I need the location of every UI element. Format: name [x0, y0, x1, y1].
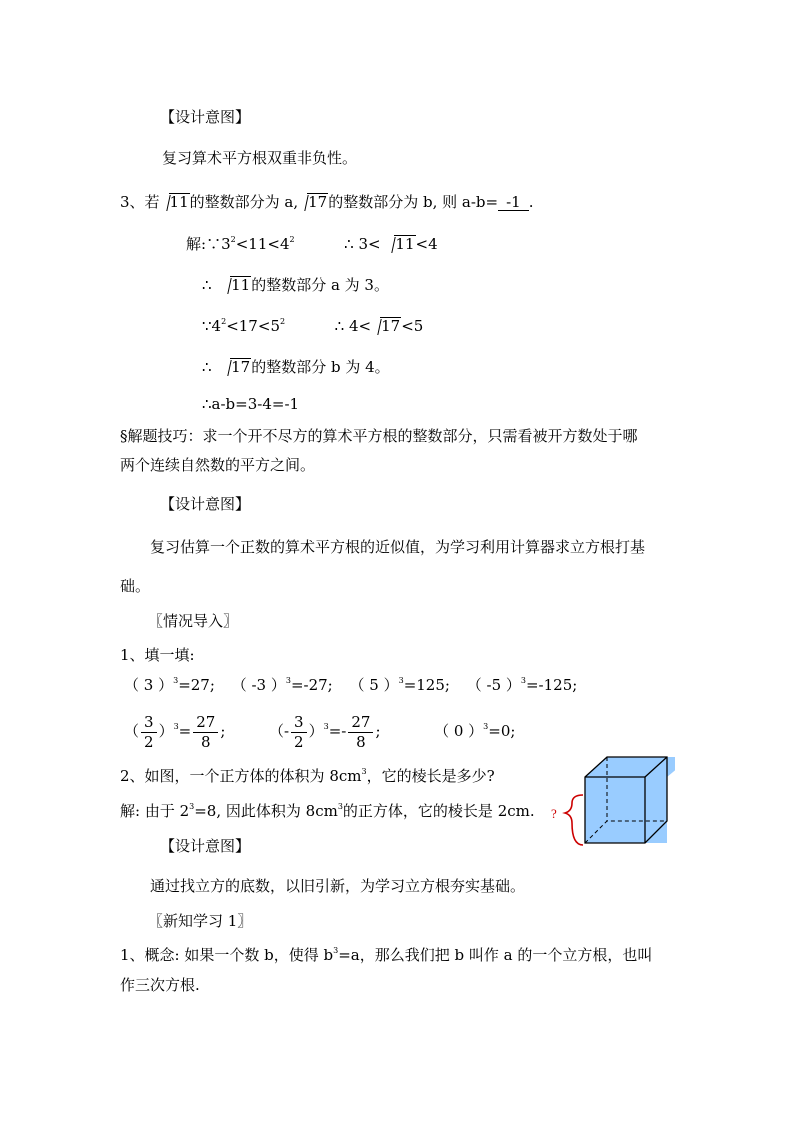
design-intent-text-cont: 础。 — [120, 577, 151, 595]
fill-row-1: （ 3 ）$^3$=27; （ -3 ）$^3$=-27; （ 5 ）$^3$=125; （ -5 ）$^3$=-125; — [124, 676, 578, 694]
new-knowledge-heading: 〖新知学习 1〗 — [148, 912, 253, 930]
answer-blank: -1 — [498, 194, 529, 211]
fraction-27-8: $\frac{27}{8}$ — [193, 713, 218, 752]
concept-line-2: 作三次方根. — [120, 976, 200, 994]
tip-line-2: 两个连续自然数的平方之间。 — [120, 456, 316, 474]
design-intent-text: 通过找立方的底数，以旧引新，为学习立方根夯实基础。 — [150, 877, 526, 895]
design-intent-text: 复习估算一个正数的算术平方根的近似值，为学习利用计算器求立方根打基 — [150, 538, 646, 556]
solution-line-1: 解$:\because 3^2<11<4^2$ ∴ 3< 11<4 — [186, 235, 438, 253]
design-intent-text: 复习算术平方根双重非负性。 — [162, 149, 358, 167]
fraction-3-2: $\frac{3}{2}$ — [141, 713, 157, 752]
design-intent-heading: 【设计意图】 — [160, 837, 251, 855]
fill-title: 1、填一填: — [120, 646, 195, 664]
intro-heading: 〖情况导入〗 — [148, 612, 239, 630]
question-2: 2、如图，一个正方体的体积为 $8cm^3$，它的棱长是多少? — [120, 767, 495, 785]
sqrt-11: 11 — [160, 192, 190, 212]
design-intent-heading: 【设计意图】 — [160, 495, 251, 513]
red-brace — [565, 795, 583, 845]
fraction-3-2: $\frac{3}{2}$ — [291, 713, 307, 752]
question-mark: ? — [551, 806, 557, 821]
question-2-solution: 解: 由于 $2^3=8$, 因此体积为 $8cm^3$的正方体，它的棱长是 2cm. — [120, 802, 535, 820]
design-intent-heading: 【设计意图】 — [160, 108, 251, 126]
question-3: 3、若 11的整数部分为 a, 17的整数部分为 b, 则 a-b= -1 . — [120, 193, 534, 211]
cube-diagram — [545, 755, 675, 855]
fraction-27-8: $\frac{27}{8}$ — [348, 713, 373, 752]
fill-row-2: （ $\frac{3}{2}$ ）$^3$= $\frac{27}{8}$ ; （- $\frac{3}{2}$ ）$^3$=- $\frac{27}{8}$ ; （ 0 ）$^3$=0; — [124, 712, 516, 751]
tip-line-1: §解题技巧：求一个开不尽方的算术平方根的整数部分，只需看被开方数处于哪 — [120, 427, 638, 445]
solution-final: ∴a-b=3-4=-1 — [202, 395, 300, 413]
concept-line-1: 1、概念: 如果一个数 b，使得 $b^3=a$，那么我们把 b 叫作 a 的一个立方根，也叫 — [120, 946, 653, 964]
solution-line-3: $\because 4^2<17<5^2$ ∴ 4< 17<5 — [202, 317, 424, 335]
solution-line-2: ∴ 11的整数部分 a 为 3。 — [202, 276, 389, 294]
solution-line-4: ∴ 17的整数部分 b 为 4。 — [202, 358, 390, 376]
sqrt-17: 17 — [298, 192, 328, 212]
